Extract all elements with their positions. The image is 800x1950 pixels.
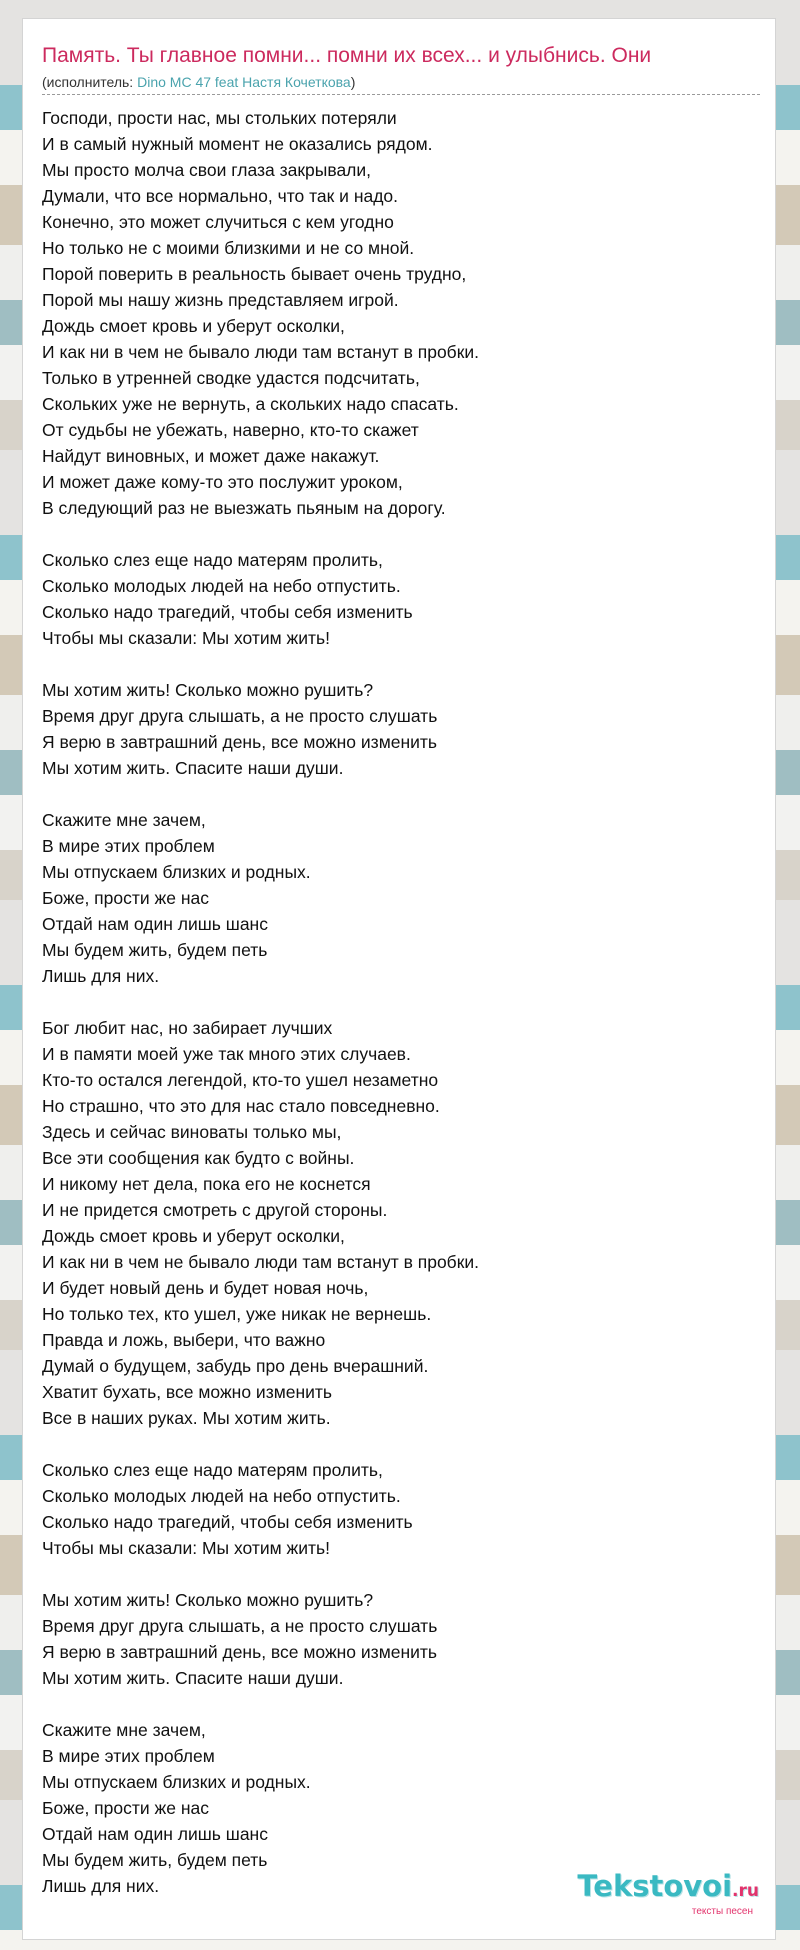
lyric-line: Я верю в завтрашний день, все можно изменить	[42, 732, 438, 752]
lyric-line: Сколько надо трагедий, чтобы себя изменить	[42, 1512, 413, 1532]
lyric-line: В мире этих проблем	[42, 1746, 215, 1766]
lyric-line: Мы будем жить, будем петь	[42, 1850, 268, 1870]
lyric-line: Но только тех, кто ушел, уже никак не вернешь.	[42, 1304, 432, 1324]
lyric-line: Дождь смоет кровь и уберут осколки,	[42, 1226, 345, 1246]
lyric-line: Мы отпускаем близких и родных.	[42, 1772, 311, 1792]
lyric-line: Отдай нам один лишь шанс	[42, 1824, 268, 1844]
lyric-line: И как ни в чем не бывало люди там встанут в пробки.	[42, 1252, 479, 1272]
lyric-line: Думали, что все нормально, что так и надо.	[42, 186, 399, 206]
lyric-line: Порой поверить в реальность бывает очень трудно,	[42, 264, 467, 284]
lyric-line: Хватит бухать, все можно изменить	[42, 1382, 333, 1402]
lyrics-stanza	[42, 105, 762, 521]
lyrics-stanza	[42, 1587, 762, 1691]
lyric-line: Лишь для них.	[42, 1876, 160, 1896]
lyric-line: Сколько надо трагедий, чтобы себя изменить	[42, 602, 413, 622]
lyric-line: Сколько молодых людей на небо отпустить.	[42, 576, 401, 596]
lyric-line: И в памяти моей уже так много этих случаев.	[42, 1044, 411, 1064]
lyrics-stanza	[42, 1457, 762, 1561]
lyric-line: Найдут виновных, и может даже накажут.	[42, 446, 380, 466]
lyric-line: Кто-то остался легендой, кто-то ушел незаметно	[42, 1070, 439, 1090]
lyrics-stanza	[42, 547, 762, 651]
lyric-line: Мы просто молча свои глаза закрывали,	[42, 160, 372, 180]
lyric-line: Время друг друга слышать, а не просто слушать	[42, 706, 438, 726]
logo-tld: .ru	[732, 1881, 759, 1901]
lyric-line: Чтобы мы сказали: Мы хотим жить!	[42, 1538, 331, 1558]
lyrics-stanza	[42, 807, 762, 989]
performer-suffix: )	[350, 74, 356, 90]
lyric-line: И в самый нужный момент не оказались рядом.	[42, 134, 433, 154]
lyric-line: Мы хотим жить! Сколько можно рушить?	[42, 680, 374, 700]
lyric-line: Здесь и сейчас виноваты только мы,	[42, 1122, 342, 1142]
lyric-line: От судьбы не убежать, наверно, кто-то скажет	[42, 420, 419, 440]
lyric-line: И никому нет дела, пока его не коснется	[42, 1174, 371, 1194]
lyric-line: Все в наших руках. Мы хотим жить.	[42, 1408, 331, 1428]
lyric-line: Скольких уже не вернуть, а скольких надо спасать.	[42, 394, 459, 414]
lyric-line: И будет новый день и будет новая ночь,	[42, 1278, 369, 1298]
lyrics-body	[42, 105, 762, 1925]
lyric-line: Чтобы мы сказали: Мы хотим жить!	[42, 628, 331, 648]
lyric-line: Скажите мне зачем,	[42, 810, 206, 830]
lyric-line: Думай о будущем, забудь про день вчерашний.	[42, 1356, 429, 1376]
lyric-line: В мире этих проблем	[42, 836, 215, 856]
lyrics-stanza	[42, 677, 762, 781]
lyric-line: Сколько слез еще надо матерям пролить,	[42, 1460, 383, 1480]
lyric-line: Порой мы нашу жизнь представляем игрой.	[42, 290, 399, 310]
lyric-line: Правда и ложь, выбери, что важно	[42, 1330, 326, 1350]
lyric-line: Все эти сообщения как будто с войны.	[42, 1148, 355, 1168]
lyrics-stanza	[42, 1015, 762, 1431]
lyric-line: И может даже кому-то это послужит уроком,	[42, 472, 403, 492]
lyric-line: Боже, прости же нас	[42, 888, 209, 908]
lyric-line: Мы хотим жить. Спасите наши души.	[42, 1668, 344, 1688]
lyric-line: И как ни в чем не бывало люди там встанут в пробки.	[42, 342, 479, 362]
lyric-line: Сколько молодых людей на небо отпустить.	[42, 1486, 401, 1506]
lyric-line: Конечно, это может случиться с кем угодно	[42, 212, 394, 232]
performer-prefix: (исполнитель:	[42, 74, 138, 90]
logo-name: Tekstovoi	[577, 1869, 733, 1903]
lyric-line: Мы хотим жить! Сколько можно рушить?	[42, 1590, 374, 1610]
lyric-line: Боже, прости же нас	[42, 1798, 209, 1818]
lyric-line: Скажите мне зачем,	[42, 1720, 206, 1740]
lyric-line: Мы хотим жить. Спасите наши души.	[42, 758, 344, 778]
lyric-line: Лишь для них.	[42, 966, 160, 986]
lyric-line: Бог любит нас, но забирает лучших	[42, 1018, 333, 1038]
lyric-line: Я верю в завтрашний день, все можно изменить	[42, 1642, 438, 1662]
title-divider	[42, 94, 760, 95]
performer-link[interactable]: Dino MC 47 feat Настя Кочеткова	[137, 74, 351, 90]
lyric-line: Дождь смоет кровь и уберут осколки,	[42, 316, 345, 336]
lyric-line: Время друг друга слышать, а не просто слушать	[42, 1616, 438, 1636]
lyric-line: Только в утренней сводке удастся подсчитать,	[42, 368, 420, 388]
lyric-line: Мы будем жить, будем петь	[42, 940, 268, 960]
lyric-line: Сколько слез еще надо матерям пролить,	[42, 550, 383, 570]
lyric-line: В следующий раз не выезжать пьяным на дорогу.	[42, 498, 446, 518]
logo-tagline: тексты песен	[691, 1906, 753, 1917]
lyric-line: Мы отпускаем близких и родных.	[42, 862, 311, 882]
lyric-line: Но только не с моими близкими и не со мной.	[42, 238, 415, 258]
site-logo[interactable]	[577, 1871, 759, 1917]
lyric-line: Господи, прости нас, мы стольких потеряли	[42, 108, 397, 128]
lyrics-card	[22, 18, 776, 1940]
performer-line	[42, 73, 355, 91]
lyric-line: Но страшно, что это для нас стало повседневно.	[42, 1096, 440, 1116]
lyric-line: И не придется смотреть с другой стороны.	[42, 1200, 388, 1220]
page-title: Память. Ты главное помни... помни их всех... и улыбнись. Они	[42, 44, 652, 67]
lyric-line: Отдай нам один лишь шанс	[42, 914, 268, 934]
